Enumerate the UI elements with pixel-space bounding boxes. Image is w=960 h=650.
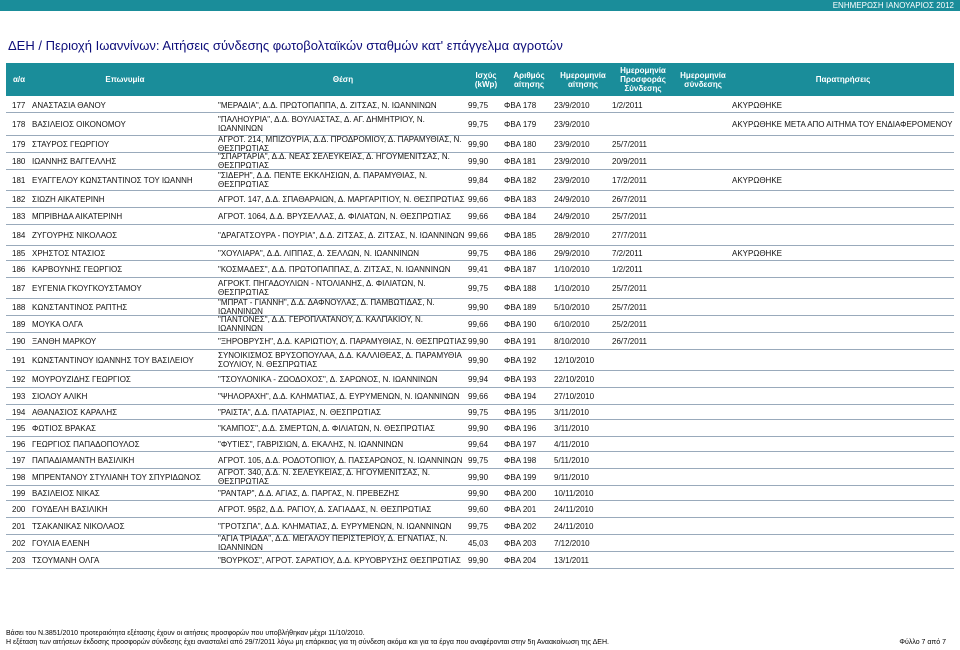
cell-aa: 191	[12, 355, 26, 365]
table-row	[6, 208, 954, 225]
cell-aa: 179	[12, 139, 26, 149]
cell-name: ΑΝΑΣΤΑΣΙΑ ΘΑΝΟΥ	[32, 100, 106, 110]
cell-power: 99,66	[468, 319, 489, 329]
cell-date: 28/9/2010	[554, 230, 590, 240]
table-row	[6, 136, 954, 153]
cell-app: ΦΒΑ 193	[504, 374, 537, 384]
col-offer-date: Ημερομηνία Προσφοράς Σύνδεσης	[620, 66, 666, 93]
cell-notes	[732, 535, 954, 551]
cell-app: ΦΒΑ 189	[504, 302, 537, 312]
cell-power: 99,75	[468, 248, 489, 258]
cell-name: ΒΑΣΙΛΕΙΟΣ ΟΙΚΟΝΟΜΟΥ	[32, 119, 126, 129]
cell-power: 99,60	[468, 504, 489, 514]
cell-conn	[674, 388, 732, 404]
cell-location: "ΞΗΡΟΒΡΥΣΗ", Δ.Δ. ΚΑΡΙΩΤΙΟΥ, Δ. ΠΑΡΑΜΥΘΙΑΣ, Ν. ΘΕΣΠΡΩΤΙΑΣ	[218, 336, 467, 346]
cell-app: ΦΒΑ 191	[504, 336, 537, 346]
table-header	[6, 63, 954, 96]
cell-power: 99,41	[468, 264, 489, 274]
cell-offer: 25/7/2011	[612, 283, 647, 293]
cell-power: 99,90	[468, 336, 489, 346]
cell-app: ΦΒΑ 199	[504, 472, 537, 482]
cell-app: ΦΒΑ 179	[504, 119, 537, 129]
cell-location: "ΦΥΤΙΕΣ", ΓΑΒΡΙΣΙΩΝ, Δ. ΕΚΑΛΗΣ, Ν. ΙΩΑΝΝΙΝΩΝ	[218, 439, 404, 449]
cell-offer	[612, 388, 674, 404]
cell-conn	[674, 170, 732, 190]
cell-app: ΦΒΑ 198	[504, 455, 537, 465]
cell-date: 4/11/2010	[554, 439, 589, 449]
cell-offer	[612, 113, 674, 135]
table-row	[6, 170, 954, 191]
cell-aa: 186	[12, 264, 26, 274]
cell-name: ΚΩΝΣΤΑΝΤΙΝΟΣ ΡΑΠΤΗΣ	[32, 302, 128, 312]
cell-offer	[612, 501, 674, 517]
table-row	[6, 452, 954, 469]
cell-name: ΧΡΗΣΤΟΣ ΝΤΑΣΙΟΣ	[32, 248, 106, 258]
cell-notes	[732, 333, 954, 349]
cell-conn	[674, 136, 732, 152]
table-row	[6, 191, 954, 208]
cell-aa: 187	[12, 283, 26, 293]
cell-power: 99,75	[468, 407, 489, 417]
cell-offer	[612, 486, 674, 500]
cell-date: 9/11/2010	[554, 472, 589, 482]
cell-app: ΦΒΑ 196	[504, 423, 537, 433]
cell-power: 99,94	[468, 374, 489, 384]
cell-offer: 1/2/2011	[612, 264, 643, 274]
cell-app: ΦΒΑ 200	[504, 488, 537, 498]
cell-app: ΦΒΑ 188	[504, 283, 537, 293]
cell-power: 45,03	[468, 538, 489, 548]
cell-location: "ΤΣΟΥΛΟΝΙΚΑ - ΖΩΟΔΟΧΟΣ", Δ. ΣΑΡΩΝΟΣ, Ν. ΙΩΑΝΝΙΝΩΝ	[218, 374, 438, 384]
cell-conn	[674, 208, 732, 224]
table-row	[6, 278, 954, 299]
cell-location: "ΡΑΝΤΑΡ", Δ.Δ. ΑΓΙΑΣ, Δ. ΠΑΡΓΑΣ, Ν. ΠΡΕΒΕΖΗΣ	[218, 488, 400, 498]
cell-date: 5/10/2010	[554, 302, 590, 312]
footer-note-2: Η εξέταση των αιτήσεων έκδοσης προσφορών σύνδεσης έχει ανασταλεί από 29/7/2011 λόγω μη επάρκειας για τη σύνδεση ακόμα και για τα έργα που αναφέρονται στην 5η Αναακοίνωση της ΔΕΗ.	[6, 639, 609, 646]
cell-name: ΒΑΣΙΛΕΙΟΣ ΝΙΚΑΣ	[32, 488, 100, 498]
cell-offer	[612, 405, 674, 419]
cell-notes	[732, 405, 954, 419]
table-body	[6, 98, 954, 569]
cell-aa: 194	[12, 407, 26, 417]
cell-offer: 20/9/2011	[612, 156, 647, 166]
cell-name: ΖΥΓΟΥΡΗΣ ΝΙΚΟΛΑΟΣ	[32, 230, 118, 240]
cell-conn	[674, 535, 732, 551]
cell-date: 24/11/2010	[554, 521, 594, 531]
table-row	[6, 501, 954, 518]
cell-power: 99,75	[468, 521, 489, 531]
cell-location: ΑΓΡΟΤ. 95β2, Δ.Δ. ΡΑΓΙΟΥ, Δ. ΣΑΓΙΑΔΑΣ, Ν. ΘΕΣΠΡΩΤΙΑΣ	[218, 504, 432, 514]
cell-offer: 25/7/2011	[612, 302, 647, 312]
table-row	[6, 371, 954, 388]
cell-app: ΦΒΑ 184	[504, 211, 537, 221]
cell-notes: ΑΚΥΡΩΘΗΚΕ	[732, 100, 782, 110]
col-name: Επωνυμία	[105, 75, 145, 84]
cell-power: 99,90	[468, 472, 489, 482]
cell-date: 22/10/2010	[554, 374, 595, 384]
cell-app: ΦΒΑ 201	[504, 504, 537, 514]
page-number: Φύλλο 7 από 7	[899, 639, 946, 646]
cell-notes	[732, 388, 954, 404]
page-title: ΔΕΗ / Περιοχή Ιωαννίνων: Αιτήσεις σύνδεσης φωτοβολταϊκών σταθμών κατ' επάγγελμα αγροτών	[8, 38, 563, 53]
cell-location: "ΓΡΟΤΣΠΑ", Δ.Δ. ΚΛΗΜΑΤΙΑΣ, Δ. ΕΥΡΥΜΕΝΩΝ, Ν. ΙΩΑΝΝΙΝΩΝ	[218, 521, 452, 531]
cell-notes	[732, 299, 954, 315]
cell-location: ΑΓΡΟΤ. 105, Δ.Δ. ΡΟΔΟΤΟΠΙΟΥ, Δ. ΠΑΣΣΑΡΩΝΟΣ, Ν. ΙΩΑΝΝΙΝΩΝ	[218, 455, 463, 465]
cell-app: ΦΒΑ 202	[504, 521, 537, 531]
cell-conn	[674, 225, 732, 245]
cell-offer	[612, 518, 674, 534]
cell-aa: 180	[12, 156, 26, 166]
cell-date: 1/10/2010	[554, 283, 590, 293]
cell-conn	[674, 469, 732, 485]
cell-offer	[612, 420, 674, 436]
cell-location: ΑΓΡΟΤ. 340, Δ.Δ. Ν. ΣΕΛΕΥΚΕΙΑΣ, Δ. ΗΓΟΥΜΕΝΙΤΣΑΣ, Ν. ΘΕΣΠΡΩΤΙΑΣ	[218, 469, 430, 485]
cell-power: 99,66	[468, 391, 489, 401]
cell-conn	[674, 420, 732, 436]
cell-conn	[674, 191, 732, 207]
col-connection-date: Ημερομηνία σύνδεσης	[680, 70, 726, 89]
cell-date: 10/11/2010	[554, 488, 594, 498]
cell-date: 23/9/2010	[554, 119, 590, 129]
cell-date: 5/11/2010	[554, 455, 589, 465]
cell-location: "ΣΙΔΕΡΗ", Δ.Δ. ΠΕΝΤΕ ΕΚΚΛΗΣΙΩΝ, Δ. ΠΑΡΑΜΥΘΙΑΣ, Ν. ΘΕΣΠΡΩΤΙΑΣ	[218, 171, 428, 189]
cell-aa: 177	[12, 100, 26, 110]
table-row	[6, 405, 954, 420]
cell-offer	[612, 452, 674, 468]
cell-offer	[612, 350, 674, 370]
footer	[6, 629, 954, 647]
cell-location: "ΑΓΙΑ ΤΡΙΑΔΑ", Δ.Δ. ΜΕΓΑΛΟΥ ΠΕΡΙΣΤΕΡΙΟΥ, Δ. ΕΓΝΑΤΙΑΣ, Ν. ΙΩΑΝΝΙΝΩΝ	[218, 535, 448, 551]
cell-notes	[732, 452, 954, 468]
cell-power: 99,75	[468, 119, 489, 129]
cell-location: "ΨΗΛΟΡΑΧΗ", Δ.Δ. ΚΛΗΜΑΤΙΑΣ, Δ. ΕΥΡΥΜΕΝΩΝ, Ν. ΙΩΑΝΝΙΝΩΝ	[218, 391, 460, 401]
cell-name: ΚΩΝΣΤΑΝΤΙΝΟΥ ΙΩΑΝΝΗΣ ΤΟΥ ΒΑΣΙΛΕΙΟΥ	[32, 355, 194, 365]
cell-offer: 7/2/2011	[612, 248, 643, 258]
cell-app: ΦΒΑ 182	[504, 175, 537, 185]
cell-name: ΕΥΑΓΓΕΛΟΥ ΚΩΝΣΤΑΝΤΙΝΟΣ ΤΟΥ ΙΩΑΝΝΗ	[32, 175, 193, 185]
cell-power: 99,66	[468, 230, 489, 240]
cell-app: ΦΒΑ 185	[504, 230, 537, 240]
col-application-date: Ημερομηνία αίτησης	[560, 70, 606, 89]
cell-name: ΣΙΟΛΟΥ ΑΛΙΚΗ	[32, 391, 88, 401]
cell-conn	[674, 246, 732, 260]
cell-notes	[732, 486, 954, 500]
cell-conn	[674, 371, 732, 387]
cell-location: "ΜΕΡΑΔΙΑ", Δ.Δ. ΠΡΩΤΟΠΑΠΠΑ, Δ. ΖΙΤΣΑΣ, Ν. ΙΩΑΝΝΙΝΩΝ	[218, 100, 437, 110]
cell-notes	[732, 136, 954, 152]
cell-date: 23/9/2010	[554, 100, 590, 110]
cell-location: "ΠΑΝΤΟΝΕΣ", Δ.Δ. ΓΕΡΟΠΛΑΤΑΝΟΥ, Δ. ΚΑΛΠΑΚΙΟΥ, Ν. ΙΩΑΝΝΙΝΩΝ	[218, 316, 424, 332]
cell-date: 24/9/2010	[554, 211, 590, 221]
col-application: Αριθμός αίτησης	[513, 70, 545, 89]
cell-aa: 178	[12, 119, 26, 129]
cell-aa: 192	[12, 374, 26, 384]
cell-name: ΓΕΩΡΓΙΟΣ ΠΑΠΑΔΟΠΟΥΛΟΣ	[32, 439, 140, 449]
cell-location: "ΒΟΥΡΚΟΣ", ΑΓΡΟΤ. ΣΑΡΑΤΙΟΥ, Δ.Δ. ΚΡΥΟΒΡΥΣΗΣ ΘΕΣΠΡΩΤΙΑΣ	[218, 555, 461, 565]
cell-power: 99,90	[468, 488, 489, 498]
cell-location: "ΠΑΛΗΟΥΡΙΑ", Δ.Δ. ΒΟΥΛΙΑΣΤΑΣ, Δ. ΑΓ. ΔΗΜΗΤΡΙΟΥ, Ν. ΙΩΑΝΝΙΝΩΝ	[218, 115, 425, 133]
cell-power: 99,90	[468, 555, 489, 565]
cell-power: 99,90	[468, 423, 489, 433]
cell-conn	[674, 437, 732, 451]
cell-conn	[674, 113, 732, 135]
cell-aa: 189	[12, 319, 26, 329]
cell-notes	[732, 225, 954, 245]
cell-aa: 202	[12, 538, 26, 548]
cell-app: ΦΒΑ 178	[504, 100, 537, 110]
cell-conn	[674, 405, 732, 419]
cell-aa: 199	[12, 488, 26, 498]
cell-conn	[674, 486, 732, 500]
cell-name: ΚΑΡΒΟΥΝΗΣ ΓΕΩΡΓΙΟΣ	[32, 264, 123, 274]
cell-power: 99,64	[468, 439, 489, 449]
cell-notes	[732, 316, 954, 332]
cell-conn	[674, 552, 732, 568]
col-location: Θέση	[332, 75, 354, 84]
cell-notes	[732, 371, 954, 387]
cell-conn	[674, 316, 732, 332]
cell-app: ΦΒΑ 187	[504, 264, 537, 274]
cell-notes	[732, 153, 954, 169]
cell-date: 12/10/2010	[554, 355, 595, 365]
cell-app: ΦΒΑ 194	[504, 391, 537, 401]
cell-name: ΣΤΑΥΡΟΣ ΓΕΩΡΓΙΟΥ	[32, 139, 110, 149]
cell-notes	[732, 501, 954, 517]
cell-offer: 25/7/2011	[612, 211, 647, 221]
cell-aa: 185	[12, 248, 26, 258]
cell-conn	[674, 299, 732, 315]
cell-app: ΦΒΑ 186	[504, 248, 537, 258]
cell-date: 23/9/2010	[554, 175, 590, 185]
table-row	[6, 316, 954, 333]
cell-power: 99,75	[468, 100, 489, 110]
table-row	[6, 350, 954, 371]
cell-location: ΑΓΡΟΤ. 147, Δ.Δ. ΣΠΑΘΑΡΑΙΩΝ, Δ. ΜΑΡΓΑΡΙΤΙΟΥ, Ν. ΘΕΣΠΡΩΤΙΑΣ	[218, 194, 465, 204]
cell-conn	[674, 518, 732, 534]
cell-name: ΜΠΡΕΝΤΑΝΟΥ ΣΤΥΛΙΑΝΗ ΤΟΥ ΣΠΥΡΙΔΩΝΟΣ	[32, 472, 201, 482]
cell-notes	[732, 437, 954, 451]
cell-app: ΦΒΑ 203	[504, 538, 537, 548]
cell-conn	[674, 278, 732, 298]
cell-name: ΙΩΑΝΝΗΣ ΒΑΓΓΕΛΛΗΣ	[32, 156, 117, 166]
cell-date: 3/11/2010	[554, 423, 589, 433]
cell-offer	[612, 552, 674, 568]
table-row	[6, 388, 954, 405]
cell-name: ΜΟΥΡΟΥΖΙΔΗΣ ΓΕΩΡΓΙΟΣ	[32, 374, 131, 384]
cell-name: ΤΣΑΚΑΝΙΚΑΣ ΝΙΚΟΛΑΟΣ	[32, 521, 125, 531]
cell-conn	[674, 350, 732, 370]
footer-note-1: Βάσει του Ν.3851/2010 προτεραιότητα εξέτασης έχουν οι αιτήσεις προσφορών που υποβλήθηκαν μέχρι 11/10/2010.	[6, 630, 365, 637]
cell-date: 13/1/2011	[554, 555, 589, 565]
cell-conn	[674, 501, 732, 517]
col-aa: α/α	[12, 75, 26, 84]
cell-power: 99,75	[468, 283, 489, 293]
table-row	[6, 552, 954, 569]
table-row	[6, 98, 954, 113]
cell-notes	[732, 261, 954, 277]
cell-date: 23/9/2010	[554, 139, 590, 149]
cell-conn	[674, 452, 732, 468]
cell-power: 99,90	[468, 302, 489, 312]
cell-date: 3/11/2010	[554, 407, 589, 417]
cell-power: 99,90	[468, 355, 489, 365]
cell-aa: 198	[12, 472, 26, 482]
cell-power: 99,90	[468, 139, 489, 149]
cell-offer	[612, 371, 674, 387]
cell-conn	[674, 98, 732, 112]
cell-date: 8/10/2010	[554, 336, 590, 346]
cell-aa: 203	[12, 555, 26, 565]
cell-name: ΓΟΥΔΕΛΗ ΒΑΣΙΛΙΚΗ	[32, 504, 108, 514]
cell-date: 29/9/2010	[554, 248, 590, 258]
cell-name: ΜΠΡΙΒΗΔΑ ΑΙΚΑΤΕΡΙΝΗ	[32, 211, 123, 221]
table-row	[6, 469, 954, 486]
cell-location: "ΜΠΡΑΤ - ΓΙΑΝΝΗ", Δ.Δ. ΔΑΦΝΟΥΛΑΣ, Δ. ΠΑΜΒΩΤΙΔΑΣ, Ν. ΙΩΑΝΝΙΝΩΝ	[218, 299, 435, 315]
cell-conn	[674, 153, 732, 169]
cell-name: ΤΣΟΥΜΑΝΗ ΟΛΓΑ	[32, 555, 100, 565]
cell-aa: 183	[12, 211, 26, 221]
cell-aa: 188	[12, 302, 26, 312]
cell-location: "ΚΟΣΜΑΔΕΣ", Δ.Δ. ΠΡΩΤΟΠΑΠΠΑΣ, Δ. ΖΙΤΣΑΣ, Ν. ΙΩΑΝΝΙΝΩΝ	[218, 264, 451, 274]
cell-aa: 182	[12, 194, 26, 204]
cell-location: "ΣΠΑΡΤΑΡΙΑ", Δ.Δ. ΝΕΑΣ ΣΕΛΕΥΚΕΙΑΣ, Δ. ΗΓΟΥΜΕΝΙΤΣΑΣ, Ν. ΘΕΣΠΡΩΤΙΑΣ	[218, 153, 450, 169]
cell-power: 99,90	[468, 156, 489, 166]
cell-app: ΦΒΑ 195	[504, 407, 537, 417]
cell-name: ΠΑΠΑΔΙΑΜΑΝΤΗ ΒΑΣΙΛΙΚΗ	[32, 455, 135, 465]
table-row	[6, 420, 954, 437]
table-row	[6, 261, 954, 278]
cell-app: ΦΒΑ 192	[504, 355, 537, 365]
cell-name: ΜΟΥΚΑ ΟΛΓΑ	[32, 319, 83, 329]
update-label: ΕΝΗΜΕΡΩΣΗ ΙΑΝΟΥΑΡΙΟΣ 2012	[832, 1, 954, 10]
table-row	[6, 113, 954, 136]
cell-aa: 201	[12, 521, 26, 531]
cell-notes	[732, 420, 954, 436]
cell-app: ΦΒΑ 180	[504, 139, 537, 149]
cell-aa: 184	[12, 230, 26, 240]
cell-notes: ΑΚΥΡΩΘΗΚΕ ΜΕΤΑ ΑΠΟ ΑΙΤΗΜΑ ΤΟΥ ΕΝΔΙΑΦΕΡΟΜΕΝΟΥ	[732, 119, 953, 129]
cell-aa: 197	[12, 455, 26, 465]
cell-date: 24/11/2010	[554, 504, 594, 514]
cell-aa: 195	[12, 423, 26, 433]
col-notes: Παρατηρήσεις	[815, 75, 871, 84]
table-row	[6, 333, 954, 350]
cell-location: "ΧΟΥΛΙΑΡΑ", Δ.Δ. ΛΙΠΠΑΣ, Δ. ΣΕΛΛΩΝ, Ν. ΙΩΑΝΝΙΝΩΝ	[218, 248, 420, 258]
cell-notes	[732, 469, 954, 485]
top-banner	[0, 0, 960, 11]
cell-conn	[674, 333, 732, 349]
cell-app: ΦΒΑ 181	[504, 156, 537, 166]
cell-offer	[612, 437, 674, 451]
cell-notes	[732, 278, 954, 298]
cell-location: ΑΓΡΟΤ. 214, ΜΠΙΖΟΥΡΙΑ, Δ.Δ. ΠΡΟΔΡΟΜΙΟΥ, Δ. ΠΑΡΑΜΥΘΙΑΣ, Ν. ΘΕΣΠΡΩΤΙΑΣ	[218, 136, 462, 152]
table-row	[6, 535, 954, 552]
table-row	[6, 225, 954, 246]
cell-aa: 196	[12, 439, 26, 449]
cell-app: ΦΒΑ 204	[504, 555, 537, 565]
cell-power: 99,84	[468, 175, 489, 185]
cell-date: 24/9/2010	[554, 194, 590, 204]
cell-conn	[674, 261, 732, 277]
cell-name: ΓΟΥΛΙΑ ΕΛΕΝΗ	[32, 538, 90, 548]
cell-offer: 25/7/2011	[612, 139, 647, 149]
cell-offer: 25/2/2011	[612, 319, 647, 329]
cell-name: ΑΘΑΝΑΣΙΟΣ ΚΑΡΑΛΗΣ	[32, 407, 118, 417]
cell-name: ΣΙΩΖΗ ΑΙΚΑΤΕΡΙΝΗ	[32, 194, 105, 204]
cell-location: ΑΓΡΟΚΤ. ΠΗΓΑΔΟΥΛΙΩΝ - ΝΤΟΛΙΑΝΗΣ, Δ. ΦΙΛΙΑΤΩΝ, Ν. ΘΕΣΠΡΩΤΙΑΣ	[218, 279, 426, 297]
cell-notes	[732, 191, 954, 207]
cell-power: 99,66	[468, 211, 489, 221]
cell-name: ΕΥΓΕΝΙΑ ΓΚΟΥΓΚΟΥΣΤΑΜΟΥ	[32, 283, 142, 293]
cell-notes	[732, 350, 954, 370]
col-power: Ισχύς (kWp)	[474, 70, 498, 89]
cell-notes	[732, 552, 954, 568]
cell-date: 23/9/2010	[554, 156, 590, 166]
cell-notes	[732, 208, 954, 224]
cell-notes	[732, 518, 954, 534]
cell-power: 99,66	[468, 194, 489, 204]
cell-aa: 200	[12, 504, 26, 514]
cell-offer: 26/7/2011	[612, 194, 647, 204]
cell-app: ΦΒΑ 183	[504, 194, 537, 204]
table-row	[6, 437, 954, 452]
table-row	[6, 518, 954, 535]
table-row	[6, 299, 954, 316]
cell-date: 6/10/2010	[554, 319, 590, 329]
cell-offer: 27/7/2011	[612, 230, 647, 240]
cell-name: ΞΑΝΘΗ ΜΑΡΚΟΥ	[32, 336, 97, 346]
cell-notes: ΑΚΥΡΩΘΗΚΕ	[732, 175, 782, 185]
cell-location: ΑΓΡΟΤ. 1064, Δ.Δ. ΒΡΥΣΕΛΛΑΣ, Δ. ΦΙΛΙΑΤΩΝ, Ν. ΘΕΣΠΡΩΤΙΑΣ	[218, 211, 452, 221]
cell-offer: 26/7/2011	[612, 336, 647, 346]
cell-power: 99,75	[468, 455, 489, 465]
cell-date: 7/12/2010	[554, 538, 590, 548]
cell-location: "ΡΑΙΣΤΑ", Δ.Δ. ΠΛΑΤΑΡΙΑΣ, Ν. ΘΕΣΠΡΩΤΙΑΣ	[218, 407, 381, 417]
cell-date: 1/10/2010	[554, 264, 590, 274]
cell-aa: 181	[12, 175, 26, 185]
table-row	[6, 246, 954, 261]
cell-notes: ΑΚΥΡΩΘΗΚΕ	[732, 248, 782, 258]
cell-aa: 193	[12, 391, 26, 401]
cell-offer	[612, 535, 674, 551]
cell-location: "ΚΑΜΠΟΣ", Δ.Δ. ΣΜΕΡΤΩΝ, Δ. ΦΙΛΙΑΤΩΝ, Ν. ΘΕΣΠΡΩΤΙΑΣ	[218, 423, 435, 433]
cell-aa: 190	[12, 336, 26, 346]
cell-location: "ΔΡΑΓΑΤΣΟΥΡΑ - ΠΟΥΡΙΑ", Δ.Δ. ΖΙΤΣΑΣ, Δ. ΖΙΤΣΑΣ, Ν. ΙΩΑΝΝΙΝΩΝ	[218, 230, 465, 240]
cell-location: ΣΥΝΟΙΚΙΣΜΟΣ ΒΡΥΣΟΠΟΥΛΑΑ, Δ.Δ. ΚΑΛΛΙΘΕΑΣ, Δ. ΠΑΡΑΜΥΘΙΑ ΣΟΥΛΙΟΥ, Ν. ΘΕΣΠΡΩΤΙΑΣ	[218, 351, 462, 369]
cell-date: 27/10/2010	[554, 391, 595, 401]
cell-offer: 17/2/2011	[612, 175, 647, 185]
cell-offer	[612, 469, 674, 485]
table-row	[6, 486, 954, 501]
cell-offer: 1/2/2011	[612, 100, 643, 110]
cell-name: ΦΩΤΙΟΣ ΒΡΑΚΑΣ	[32, 423, 96, 433]
table-row	[6, 153, 954, 170]
cell-app: ΦΒΑ 197	[504, 439, 537, 449]
cell-app: ΦΒΑ 190	[504, 319, 537, 329]
